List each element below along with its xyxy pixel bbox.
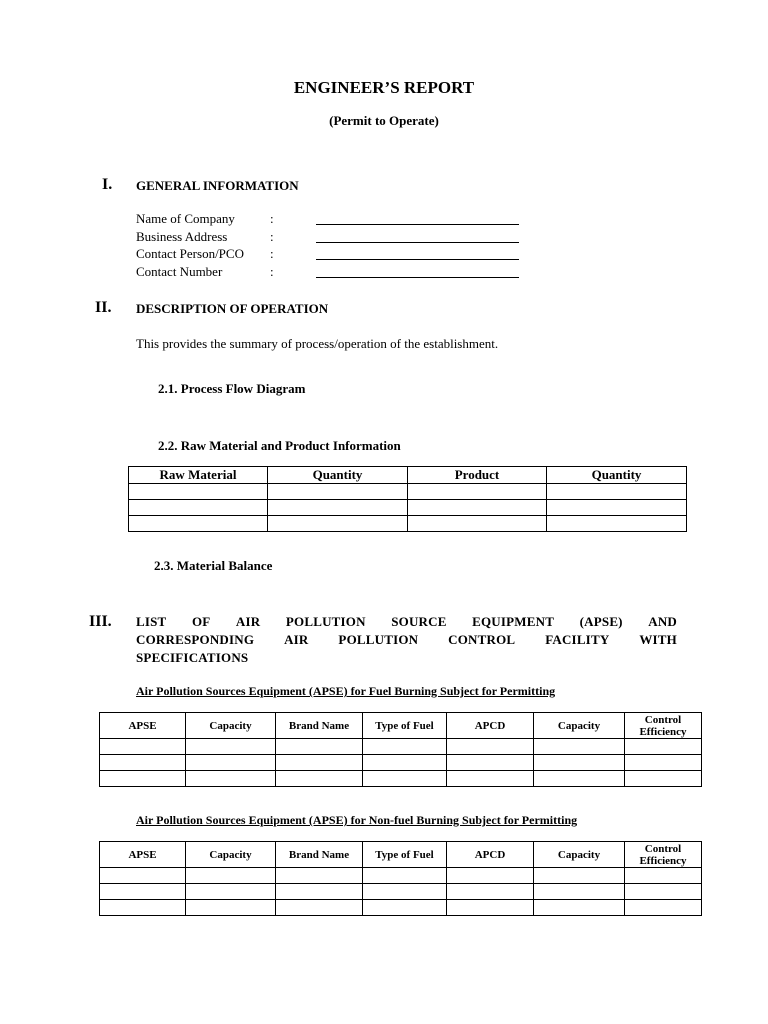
table-cell[interactable] [186,900,276,916]
table-cell[interactable] [276,884,363,900]
table-cell[interactable] [547,500,687,516]
company-name-blank[interactable] [316,224,519,225]
table-row [100,900,702,916]
table-cell[interactable] [276,900,363,916]
heading-word: FACILITY [545,632,610,647]
table-cell[interactable] [129,484,268,500]
table-cell[interactable] [625,884,702,900]
heading-line-1 [136,613,677,631]
table-cell[interactable] [363,755,447,771]
header-apse: APSE [100,713,186,739]
table-row [100,771,702,787]
table-header-row [129,467,687,484]
field-label: Contact Person/PCO [136,246,244,261]
heading-word: SOURCE [391,614,447,629]
heading-word: WITH [639,632,677,647]
table-cell[interactable] [363,868,447,884]
header-capacity: Capacity [186,842,276,868]
table-header-row [100,842,702,868]
heading-word: AND [648,614,677,629]
header-apse: APSE [100,842,186,868]
field-colon: : [270,211,274,226]
heading-word: (APSE) [579,614,623,629]
table-2-caption: Air Pollution Sources Equipment (APSE) for Non-fuel Burning Subject for Permitting [136,813,578,827]
subsection-2-1-heading: 2.1. Process Flow Diagram [158,381,306,396]
table-cell[interactable] [100,868,186,884]
section-3-heading [136,613,677,667]
heading-word: LIST [136,614,167,629]
table-cell[interactable] [447,755,534,771]
table-cell[interactable] [363,900,447,916]
heading-word: EQUIPMENT [472,614,555,629]
table-cell[interactable] [447,900,534,916]
page-title: ENGINEER’S REPORT [293,78,475,97]
table-cell[interactable] [268,484,408,500]
table-cell[interactable] [100,755,186,771]
table-cell[interactable] [186,884,276,900]
raw-material-table [128,466,687,532]
header-capacity: Capacity [534,842,625,868]
heading-line-3 [136,649,677,667]
table-cell[interactable] [276,868,363,884]
table-cell[interactable] [363,771,447,787]
section-1-heading: GENERAL INFORMATION [136,178,299,193]
table-cell[interactable] [625,739,702,755]
field-colon: : [270,229,274,244]
header-capacity: Capacity [186,713,276,739]
section-2-number: II. [95,299,112,316]
heading-word: CONTROL [448,632,516,647]
table-cell[interactable] [129,500,268,516]
header-quantity: Quantity [547,467,687,484]
table-row [129,516,687,532]
field-colon: : [270,246,274,261]
field-colon: : [270,264,274,279]
table-cell[interactable] [408,516,547,532]
table-cell[interactable] [534,868,625,884]
table-cell[interactable] [100,900,186,916]
table-cell[interactable] [625,771,702,787]
table-row [129,500,687,516]
table-cell[interactable] [534,739,625,755]
section-3-number: III. [89,613,112,630]
table-cell[interactable] [268,500,408,516]
table-cell[interactable] [625,868,702,884]
header-quantity: Quantity [268,467,408,484]
heading-word: AIR [284,632,309,647]
table-row [100,868,702,884]
table-cell[interactable] [447,771,534,787]
subsection-2-3-heading: 2.3. Material Balance [154,558,273,573]
table-row [100,884,702,900]
table-cell[interactable] [363,739,447,755]
field-label: Name of Company [136,211,235,226]
table-cell[interactable] [276,755,363,771]
header-type-of-fuel: Type of Fuel [363,713,447,739]
section-2-intro: This provides the summary of process/operation of the establishment. [136,336,499,351]
header-product: Product [408,467,547,484]
page-subtitle: (Permit to Operate) [329,113,439,128]
table-row [129,484,687,500]
table-cell[interactable] [276,739,363,755]
table-cell[interactable] [534,900,625,916]
business-address-blank[interactable] [316,242,519,243]
table-cell[interactable] [625,755,702,771]
contact-number-blank[interactable] [316,277,519,278]
table-cell[interactable] [408,500,547,516]
table-cell[interactable] [547,516,687,532]
heading-word: AIR [235,614,261,629]
heading-word: SPECIFICATIONS [136,650,249,665]
table-cell[interactable] [186,755,276,771]
table-cell[interactable] [447,868,534,884]
table-cell[interactable] [268,516,408,532]
table-cell[interactable] [186,771,276,787]
apse-non-fuel-burning-table [99,841,702,916]
table-cell[interactable] [534,884,625,900]
field-label: Business Address [136,229,228,244]
table-cell[interactable] [408,484,547,500]
table-cell[interactable] [100,884,186,900]
header-capacity: Capacity [534,713,625,739]
table-cell[interactable] [447,884,534,900]
table-cell[interactable] [100,739,186,755]
section-2-heading: DESCRIPTION OF OPERATION [136,301,329,316]
table-cell[interactable] [129,516,268,532]
table-1-caption: Air Pollution Sources Equipment (APSE) for Fuel Burning Subject for Permitting [136,684,556,698]
field-label: Contact Number [136,264,223,279]
heading-word: OF [191,614,211,629]
header-brand-name: Brand Name [276,713,363,739]
apse-fuel-burning-table [99,712,702,787]
table-row [100,739,702,755]
table-cell[interactable] [534,755,625,771]
table-cell[interactable] [447,739,534,755]
header-control-efficiency: Control Efficiency [625,713,702,739]
header-raw-material: Raw Material [129,467,268,484]
contact-person-blank[interactable] [316,259,519,260]
table-cell[interactable] [186,739,276,755]
table-cell[interactable] [100,771,186,787]
table-header-row [100,713,702,739]
header-type-of-fuel: Type of Fuel [363,842,447,868]
table-cell[interactable] [534,771,625,787]
table-cell[interactable] [547,484,687,500]
heading-line-2 [136,631,677,649]
header-apcd: APCD [447,713,534,739]
header-apcd: APCD [447,842,534,868]
table-cell[interactable] [186,868,276,884]
heading-word: CORRESPONDING [136,632,255,647]
table-cell[interactable] [276,771,363,787]
subsection-2-2-heading: 2.2. Raw Material and Product Information [158,438,401,453]
table-cell[interactable] [363,884,447,900]
heading-word: POLLUTION [285,614,366,629]
heading-word: POLLUTION [338,632,419,647]
header-control-efficiency: Control Efficiency [625,842,702,868]
section-1-number: I. [102,176,113,193]
table-cell[interactable] [625,900,702,916]
table-row [100,755,702,771]
header-brand-name: Brand Name [276,842,363,868]
